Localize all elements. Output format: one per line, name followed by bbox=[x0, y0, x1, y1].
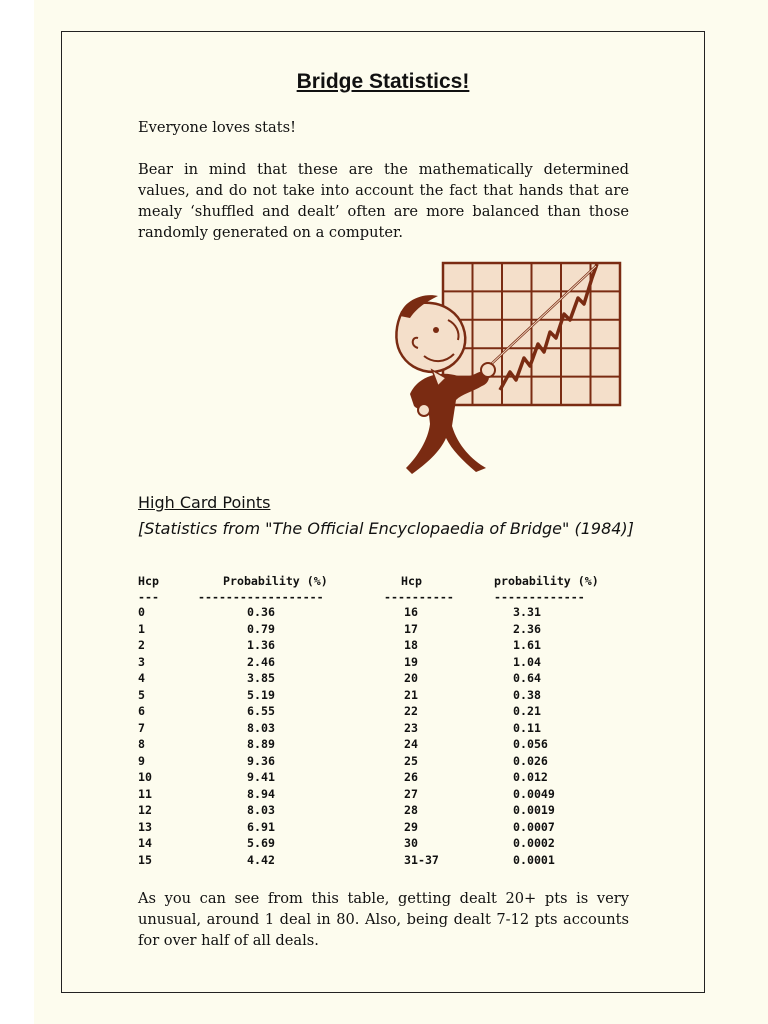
table-row bbox=[138, 622, 358, 639]
hcp-cell: 24 bbox=[404, 737, 418, 751]
probability-cell: 0.21 bbox=[513, 704, 541, 718]
table-row bbox=[404, 655, 624, 672]
table-row bbox=[138, 688, 358, 705]
probability-table-right bbox=[404, 605, 624, 869]
hcp-cell: 26 bbox=[404, 770, 418, 784]
probability-cell: 3.31 bbox=[513, 605, 541, 619]
probability-cell: 0.0049 bbox=[513, 786, 555, 801]
hcp-cell: 30 bbox=[404, 836, 418, 850]
hcp-cell: 21 bbox=[404, 687, 418, 702]
probability-cell: 8.89 bbox=[247, 737, 275, 751]
hcp-cell: 13 bbox=[138, 819, 152, 834]
table-row bbox=[138, 655, 358, 672]
hcp-cell: 3 bbox=[138, 654, 145, 669]
probability-cell: 6.55 bbox=[247, 704, 275, 718]
table-row bbox=[404, 803, 624, 820]
hcp-cell: 14 bbox=[138, 836, 152, 850]
column-header-hcp-left: Hcp bbox=[138, 574, 159, 588]
table-row bbox=[138, 737, 358, 754]
probability-cell: 0.36 bbox=[247, 605, 275, 619]
column-rule-probability-right: ------------- bbox=[494, 590, 585, 604]
table-row bbox=[138, 638, 358, 655]
column-rule-probability-left: ------------------ bbox=[198, 590, 324, 604]
hcp-cell: 0 bbox=[138, 605, 145, 619]
table-row bbox=[404, 671, 624, 688]
probability-table-left bbox=[138, 605, 358, 869]
probability-cell: 0.026 bbox=[513, 753, 548, 768]
probability-cell: 0.0019 bbox=[513, 803, 555, 817]
table-row bbox=[404, 836, 624, 853]
table-row bbox=[138, 671, 358, 688]
hcp-cell: 19 bbox=[404, 654, 418, 669]
probability-cell: 0.11 bbox=[513, 720, 541, 735]
table-row bbox=[404, 787, 624, 804]
hcp-cell: 16 bbox=[404, 605, 418, 619]
hcp-cell: 8 bbox=[138, 737, 145, 751]
hcp-cell: 6 bbox=[138, 704, 145, 718]
hcp-cell: 31-37 bbox=[404, 852, 439, 867]
summary-paragraph: As you can see from this table, getting dealt 20+ pts is very unusual, around 1 deal in 80. Also, being dealt 7-12 pts accounts for over half of all deals. bbox=[138, 890, 629, 949]
probability-cell: 2.46 bbox=[247, 654, 275, 669]
hcp-cell: 9 bbox=[138, 753, 145, 768]
probability-cell: 1.04 bbox=[513, 654, 541, 669]
table-row bbox=[138, 787, 358, 804]
column-header-probability-right: probability (%) bbox=[494, 574, 599, 588]
table-row bbox=[138, 704, 358, 721]
column-header-hcp-right: Hcp bbox=[401, 574, 422, 588]
table-row bbox=[404, 721, 624, 738]
table-row bbox=[138, 836, 358, 853]
table-row bbox=[404, 770, 624, 787]
hcp-cell: 4 bbox=[138, 671, 145, 685]
table-row bbox=[404, 605, 624, 622]
hcp-cell: 28 bbox=[404, 803, 418, 817]
hcp-cell: 27 bbox=[404, 786, 418, 801]
hcp-cell: 18 bbox=[404, 638, 418, 652]
probability-cell: 5.69 bbox=[247, 836, 275, 850]
hcp-cell: 10 bbox=[138, 770, 152, 784]
hcp-cell: 22 bbox=[404, 704, 418, 718]
column-header-probability-left: Probability (%) bbox=[223, 574, 328, 588]
probability-cell: 0.0007 bbox=[513, 819, 555, 834]
page-title: Bridge Statistics! bbox=[296, 70, 470, 93]
probability-cell: 3.85 bbox=[247, 671, 275, 685]
probability-cell: 0.0002 bbox=[513, 836, 555, 850]
table-row bbox=[404, 638, 624, 655]
hcp-cell: 25 bbox=[404, 753, 418, 768]
presenter-chart-illustration bbox=[388, 260, 624, 480]
column-rule-hcp-right: ---------- bbox=[384, 590, 454, 604]
table-row bbox=[138, 721, 358, 738]
hcp-cell: 2 bbox=[138, 638, 145, 652]
hcp-cell: 20 bbox=[404, 671, 418, 685]
table-row bbox=[138, 605, 358, 622]
hcp-cell: 11 bbox=[138, 786, 152, 801]
hcp-cell: 1 bbox=[138, 621, 145, 636]
probability-cell: 9.41 bbox=[247, 770, 275, 784]
probability-cell: 8.03 bbox=[247, 720, 275, 735]
probability-cell: 0.38 bbox=[513, 687, 541, 702]
probability-cell: 6.91 bbox=[247, 819, 275, 834]
probability-cell: 0.056 bbox=[513, 737, 548, 751]
hcp-cell: 23 bbox=[404, 720, 418, 735]
hcp-cell: 15 bbox=[138, 852, 152, 867]
table-row bbox=[404, 622, 624, 639]
table-row bbox=[138, 820, 358, 837]
section-heading: High Card Points bbox=[138, 493, 271, 512]
hcp-cell: 29 bbox=[404, 819, 418, 834]
probability-cell: 2.36 bbox=[513, 621, 541, 636]
table-row bbox=[138, 754, 358, 771]
hcp-cell: 7 bbox=[138, 720, 145, 735]
probability-cell: 0.0001 bbox=[513, 852, 555, 867]
intro-paragraph: Everyone loves stats! bbox=[138, 119, 296, 136]
probability-cell: 0.79 bbox=[247, 621, 275, 636]
hcp-cell: 17 bbox=[404, 621, 418, 636]
section-source-note: [Statistics from "The Official Encyclopaedia of Bridge" (1984)] bbox=[138, 519, 634, 538]
probability-cell: 5.19 bbox=[247, 687, 275, 702]
probability-cell: 8.94 bbox=[247, 786, 275, 801]
table-row bbox=[404, 688, 624, 705]
table-row bbox=[138, 770, 358, 787]
probability-cell: 0.012 bbox=[513, 770, 548, 784]
probability-cell: 9.36 bbox=[247, 753, 275, 768]
probability-cell: 1.61 bbox=[513, 638, 541, 652]
hcp-cell: 5 bbox=[138, 687, 145, 702]
table-row bbox=[404, 737, 624, 754]
column-rule-hcp-left: --- bbox=[138, 590, 159, 604]
table-row bbox=[138, 803, 358, 820]
probability-cell: 4.42 bbox=[247, 852, 275, 867]
probability-cell: 8.03 bbox=[247, 803, 275, 817]
probability-cell: 1.36 bbox=[247, 638, 275, 652]
table-row bbox=[404, 704, 624, 721]
table-row bbox=[138, 853, 358, 870]
probability-cell: 0.64 bbox=[513, 671, 541, 685]
disclaimer-paragraph: Bear in mind that these are the mathematically determined values, and do not take into account the fact that hands that are mealy ‘shuffled and dealt’ often are more balanced than those randomly generated on a computer. bbox=[138, 161, 629, 241]
table-row bbox=[404, 754, 624, 771]
hcp-cell: 12 bbox=[138, 803, 152, 817]
table-row bbox=[404, 820, 624, 837]
table-row bbox=[404, 853, 624, 870]
